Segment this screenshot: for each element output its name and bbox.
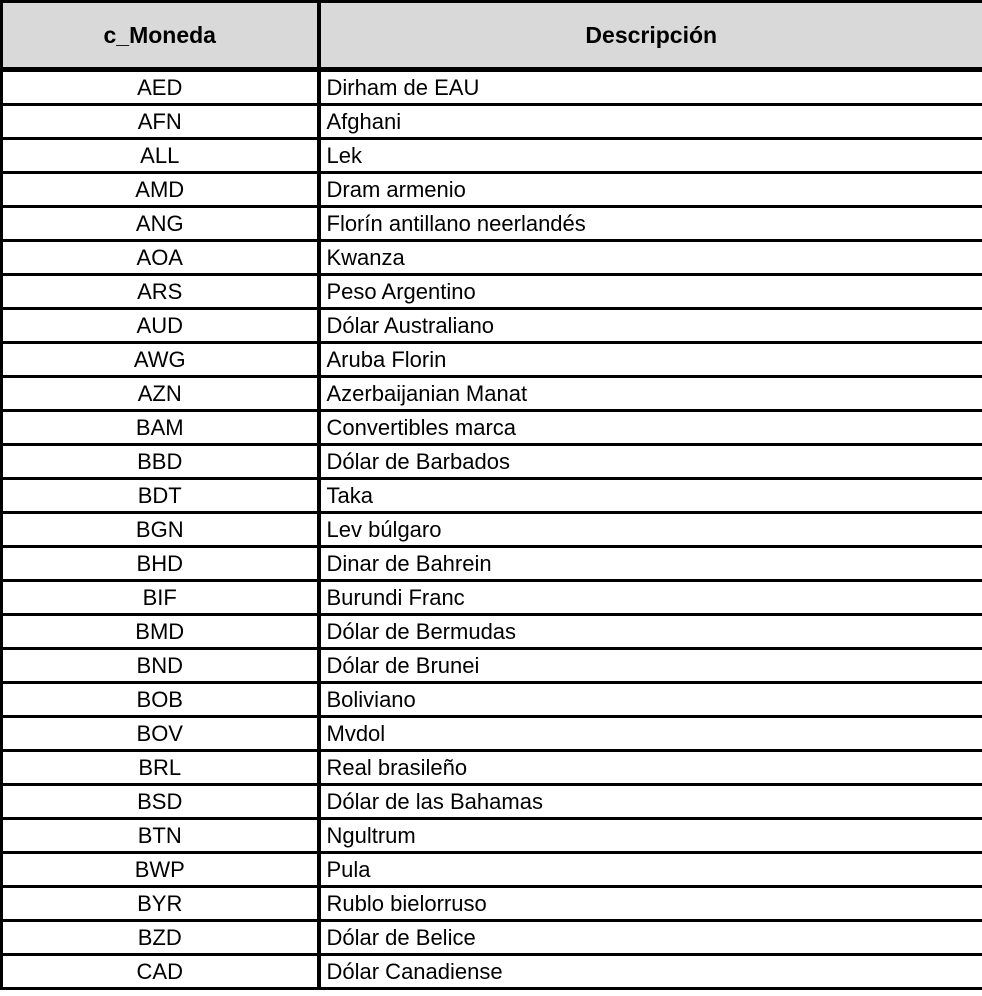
currency-description-cell: Lev búlgaro: [319, 513, 982, 547]
table-row: [2, 581, 982, 615]
table-row: [2, 105, 982, 139]
currency-description-cell: Dram armenio: [319, 173, 982, 207]
currency-code-cell: BOB: [2, 683, 319, 717]
header-row: [2, 2, 982, 70]
table-row: [2, 683, 982, 717]
currency-code-cell: BIF: [2, 581, 319, 615]
currency-description-cell: Dólar de Brunei: [319, 649, 982, 683]
currency-code-cell: BZD: [2, 921, 319, 955]
currency-code-cell: BAM: [2, 411, 319, 445]
table-row: [2, 819, 982, 853]
currency-description-cell: Dólar Australiano: [319, 309, 982, 343]
table-row: [2, 241, 982, 275]
currency-description-cell: Dólar de Bermudas: [319, 615, 982, 649]
currency-description-cell: Ngultrum: [319, 819, 982, 853]
currency-description-cell: Dólar de Barbados: [319, 445, 982, 479]
currency-description-cell: Florín antillano neerlandés: [319, 207, 982, 241]
currency-description-cell: Pula: [319, 853, 982, 887]
currency-code-cell: BDT: [2, 479, 319, 513]
currency-code-cell: BRL: [2, 751, 319, 785]
currency-code-cell: AMD: [2, 173, 319, 207]
currency-description-cell: Dólar de las Bahamas: [319, 785, 982, 819]
table-row: [2, 887, 982, 921]
currency-code-cell: BSD: [2, 785, 319, 819]
currency-code-cell: BND: [2, 649, 319, 683]
currency-description-cell: Kwanza: [319, 241, 982, 275]
currency-description-cell: Mvdol: [319, 717, 982, 751]
table-row: [2, 785, 982, 819]
currency-code-cell: BGN: [2, 513, 319, 547]
currency-code-cell: AWG: [2, 343, 319, 377]
column-header-descripcion: Descripción: [319, 2, 982, 70]
table-row: [2, 275, 982, 309]
currency-code-cell: CAD: [2, 955, 319, 989]
table-row: [2, 921, 982, 955]
table-row: [2, 479, 982, 513]
currency-description-cell: Real brasileño: [319, 751, 982, 785]
table-row: [2, 173, 982, 207]
currency-code-cell: AOA: [2, 241, 319, 275]
table-row: [2, 139, 982, 173]
table-row: [2, 411, 982, 445]
column-header-c-moneda: c_Moneda: [2, 2, 319, 70]
currency-description-cell: Dinar de Bahrein: [319, 547, 982, 581]
table-row: [2, 955, 982, 989]
table-row: [2, 615, 982, 649]
currency-code-cell: BHD: [2, 547, 319, 581]
table-body: [2, 70, 982, 989]
currency-code-cell: BWP: [2, 853, 319, 887]
currency-description-cell: Dirham de EAU: [319, 70, 982, 105]
currency-description-cell: Rublo bielorruso: [319, 887, 982, 921]
currency-description-cell: Azerbaijanian Manat: [319, 377, 982, 411]
currency-code-cell: BTN: [2, 819, 319, 853]
currency-description-cell: Lek: [319, 139, 982, 173]
currency-description-cell: Boliviano: [319, 683, 982, 717]
currency-description-cell: Taka: [319, 479, 982, 513]
currency-code-cell: BOV: [2, 717, 319, 751]
currency-code-cell: BMD: [2, 615, 319, 649]
currency-description-cell: Burundi Franc: [319, 581, 982, 615]
currency-code-cell: AFN: [2, 105, 319, 139]
currency-code-cell: ANG: [2, 207, 319, 241]
table-row: [2, 377, 982, 411]
currency-code-cell: ARS: [2, 275, 319, 309]
currency-code-cell: AUD: [2, 309, 319, 343]
currency-code-cell: AZN: [2, 377, 319, 411]
table-row: [2, 717, 982, 751]
currency-description-cell: Dólar de Belice: [319, 921, 982, 955]
table-row: [2, 309, 982, 343]
table-row: [2, 70, 982, 105]
table-row: [2, 207, 982, 241]
table-row: [2, 853, 982, 887]
table-row: [2, 445, 982, 479]
table-row: [2, 649, 982, 683]
currency-description-cell: Aruba Florin: [319, 343, 982, 377]
currency-description-cell: Dólar Canadiense: [319, 955, 982, 989]
currency-description-cell: Convertibles marca: [319, 411, 982, 445]
currency-code-cell: ALL: [2, 139, 319, 173]
currency-description-cell: Afghani: [319, 105, 982, 139]
table-row: [2, 751, 982, 785]
table-row: [2, 513, 982, 547]
currency-code-cell: AED: [2, 70, 319, 105]
currency-description-cell: Peso Argentino: [319, 275, 982, 309]
table-row: [2, 343, 982, 377]
currency-code-cell: BYR: [2, 887, 319, 921]
table-row: [2, 547, 982, 581]
currency-code-cell: BBD: [2, 445, 319, 479]
